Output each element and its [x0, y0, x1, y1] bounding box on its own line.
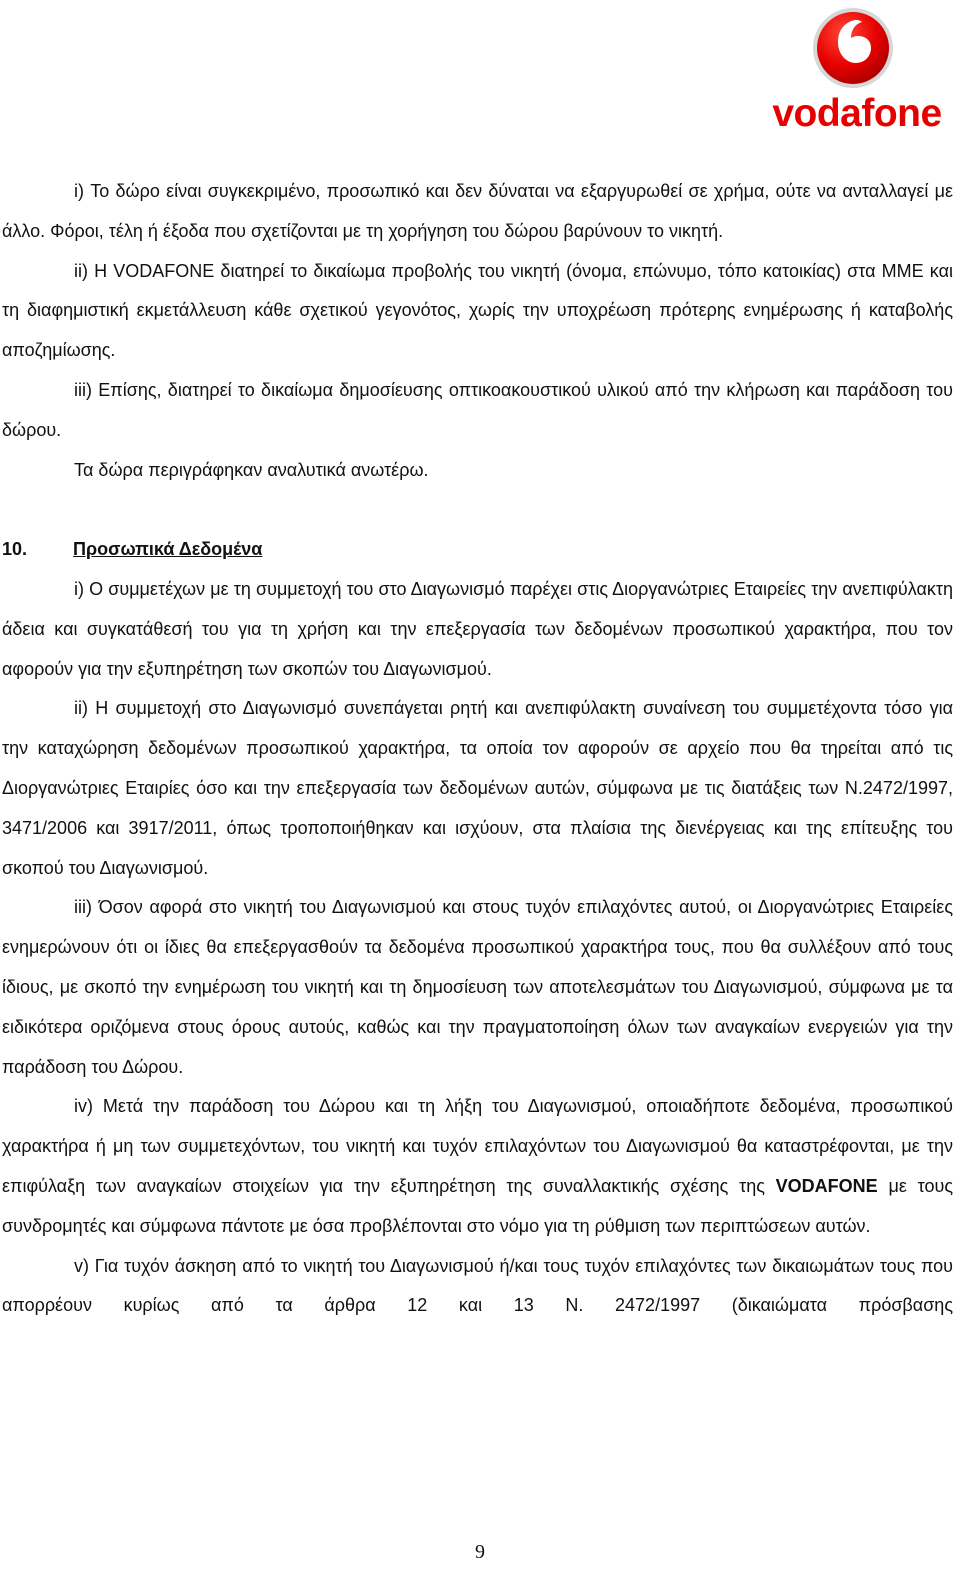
- paragraph-winner-data: iii) Όσον αφορά στο νικητή του Διαγωνισμού και στους τυχόν επιλαχόντες αυτού, οι Διοργανώτριες Εταιρείες ενημερώνουν ότι οι ίδιες θα επεξεργασθούν τα δεδομένα προσωπικού χαρακτήρα τους, που θα συλλέξουν από τους ίδιους, με σκοπό την ενημέρωση του νικητή και τη δημοσίευση των αποτελεσμάτων του Διαγωνισμού, σύμφωνα με τα ειδικότερα οριζόμενα στους όρους αυτούς, καθώς και την πραγματοποίηση όλων των αναγκαίων ενεργειών για την παράδοση του Δώρου.: [2, 897, 953, 1077]
- page-number: 9: [475, 1541, 485, 1563]
- data-destruction-text-1: iv) Μετά την παράδοση του Δώρου και τη λήξη του Διαγωνισμού, οποιαδήποτε δεδομένα, προσωπικού χαρακτήρα ή μη των συμμετεχόντων, του νικητή και τυχόν επιλαχόντων του Διαγωνισμού θα καταστρέφονται, με την επιφύλαξη των αναγκαίων στοιχείων για την εξυπηρέτηση της συναλλακτικής σχέσης της: [2, 1096, 953, 1196]
- spacer: [2, 490, 953, 530]
- paragraph-data-destruction: [2, 1087, 953, 1246]
- paragraph-gift-terms: i) Το δώρο είναι συγκεκριμένο, προσωπικό και δεν δύναται να εξαργυρωθεί σε χρήμα, ούτε να ανταλλαγεί με άλλο. Φόροι, τέλη ή έξοδα που σχετίζονται με τη χορήγηση του δώρου βαρύνουν το νικητή.: [2, 181, 953, 241]
- paragraph-audiovisual: iii) Επίσης, διατηρεί το δικαίωμα δημοσίευσης οπτικοακουστικού υλικού από την κλήρωση και παράδοση του δώρου.: [2, 379, 953, 440]
- section-heading: [2, 530, 953, 570]
- vodafone-wordmark: vodafone: [772, 92, 942, 135]
- vodafone-logo: [765, 6, 950, 134]
- section-title: Προσωπικά Δεδομένα: [73, 539, 263, 560]
- paragraph-gifts-described: Τα δώρα περιγράφηκαν αναλυτικά ανωτέρω.: [74, 459, 429, 480]
- document-body: [2, 172, 953, 1326]
- paragraph-consent: i) Ο συμμετέχων με τη συμμετοχή του στο Διαγωνισμό παρέχει στις Διοργανώτριες Εταιρείες την ανεπιφύλακτη άδεια και συγκατάθεσή του για τη χρήση και την επεξεργασία των δεδομένων προσωπικού χαρακτήρα, που τον αφορούν για την εξυπηρέτηση των σκοπών του Διαγωνισμού.: [2, 578, 953, 679]
- paragraph-rights: v) Για τυχόν άσκηση από το νικητή του Διαγωνισμού ή/και τους τυχόν επιλαχόντες των δικαιωμάτων τους που απορρέουν κυρίως από τα άρθρα 12 και 13 Ν. 2472/1997 (δικαιώματα πρόσβασης: [2, 1255, 953, 1316]
- paragraph-participation-consent: ii) Η συμμετοχή στο Διαγωνισμό συνεπάγεται ρητή και ανεπιφύλακτη συναίνεση του συμμετέχοντα τόσο για την καταχώρηση δεδομένων προσωπικού χαρακτήρα, τα οποία τον αφορούν σε αρχείο που θα τηρείται από τις Διοργανώτριες Εταιρίες όσο και την επεξεργασία των δεδομένων αυτών, σύμφωνα με τις διατάξεις των Ν.2472/1997, 3471/2006 και 3917/2011, όπως τροποποιήθηκαν και ισχύουν, στα πλαίσια της διενέργειας και της επίτευξης του σκοπού του Διαγωνισμού.: [2, 698, 953, 878]
- vodafone-speechmark-icon: [811, 6, 895, 90]
- paragraph-winner-publicity: ii) Η VODAFONE διατηρεί το δικαίωμα προβολής του νικητή (όνομα, επώνυμο, τόπο κατοικίας) στα ΜΜΕ και τη διαφημιστική εκμετάλλευση κάθε σχετικού γεγονότος, χωρίς την υποχρέωση πρότερης ενημέρωσης ή καταβολής αποζημίωσης.: [2, 260, 953, 361]
- brand-name-bold: VODAFONE: [775, 1175, 878, 1196]
- section-number: 10.: [2, 539, 28, 560]
- data-destruction-text-2: με τους συνδρομητές και σύμφωνα πάντοτε με όσα προβλέπονται στο νόμο για τη ρύθμιση των περιπτώσεων αυτών.: [2, 1175, 953, 1236]
